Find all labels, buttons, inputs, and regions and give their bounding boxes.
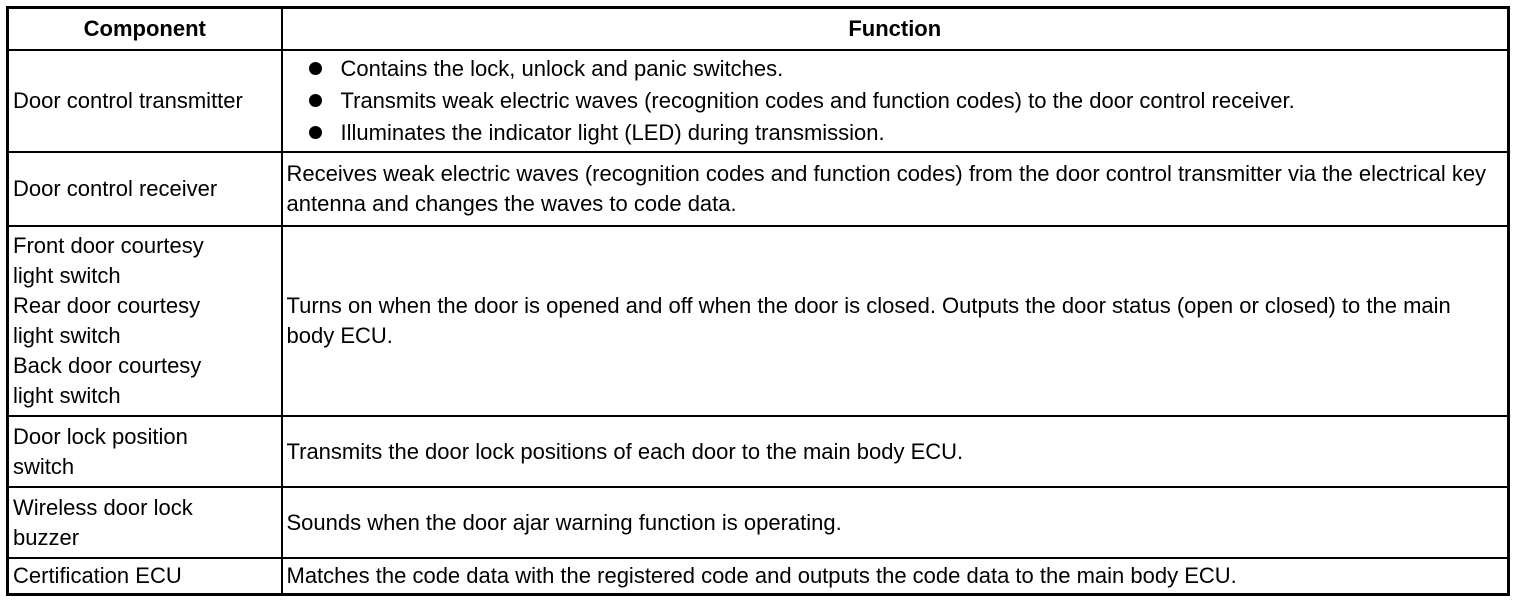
component-line: Door lock position bbox=[13, 423, 188, 449]
component-line: switch bbox=[13, 453, 75, 479]
component-line: light switch bbox=[13, 323, 121, 348]
component-line: light switch bbox=[13, 263, 121, 288]
function-cell: Sounds when the door ajar warning function is operating. bbox=[282, 487, 1509, 558]
header-component: Component bbox=[8, 8, 282, 51]
component-line: Front door courtesy bbox=[13, 233, 204, 258]
function-bullet-list bbox=[287, 51, 1504, 151]
function-cell: Matches the code data with the registered code and outputs the code data to the main body ECU. bbox=[282, 558, 1509, 595]
header-function: Function bbox=[282, 8, 1509, 51]
component-line: Rear door courtesy bbox=[13, 293, 201, 318]
bullet-icon bbox=[309, 94, 322, 107]
component-cell bbox=[8, 416, 282, 487]
function-cell: Turns on when the door is opened and off when the door is closed. Outputs the door status (open or closed) to the main body ECU. bbox=[282, 226, 1509, 416]
component-lines bbox=[13, 231, 277, 411]
function-cell: Receives weak electric waves (recognition codes and function codes) from the door control transmitter via the electrical key antenna and changes the waves to code data. bbox=[282, 152, 1509, 226]
component-function-table bbox=[6, 6, 1510, 596]
table-row bbox=[8, 50, 1509, 152]
component-function-table-container bbox=[6, 6, 1507, 596]
table-row bbox=[8, 487, 1509, 558]
bullet-item bbox=[309, 53, 1504, 85]
component-lines bbox=[13, 422, 277, 482]
component-line: buzzer bbox=[13, 524, 80, 550]
bullet-text: Contains the lock, unlock and panic switches. bbox=[340, 56, 784, 81]
bullet-text: Transmits weak electric waves (recognition codes and function codes) to the door control receiver. bbox=[340, 88, 1295, 113]
bullet-item bbox=[309, 117, 1504, 149]
table-header-row bbox=[8, 8, 1509, 51]
component-cell bbox=[8, 487, 282, 558]
bullet-text: Illuminates the indicator light (LED) during transmission. bbox=[340, 120, 885, 145]
component-line: Back door courtesy bbox=[13, 353, 202, 378]
function-cell: Transmits the door lock positions of each door to the main body ECU. bbox=[282, 416, 1509, 487]
table-row bbox=[8, 226, 1509, 416]
bullet-item bbox=[309, 85, 1504, 117]
table-row bbox=[8, 416, 1509, 487]
bullet-icon bbox=[309, 62, 322, 75]
component-cell: Certification ECU bbox=[8, 558, 282, 595]
component-cell bbox=[8, 226, 282, 416]
table-row bbox=[8, 558, 1509, 595]
function-cell bbox=[282, 50, 1509, 152]
component-line: Wireless door lock bbox=[13, 494, 193, 520]
component-cell: Door control transmitter bbox=[8, 50, 282, 152]
component-cell: Door control receiver bbox=[8, 152, 282, 226]
table-row bbox=[8, 152, 1509, 226]
component-lines bbox=[13, 493, 277, 553]
bullet-icon bbox=[309, 126, 322, 139]
component-line: light switch bbox=[13, 383, 121, 408]
